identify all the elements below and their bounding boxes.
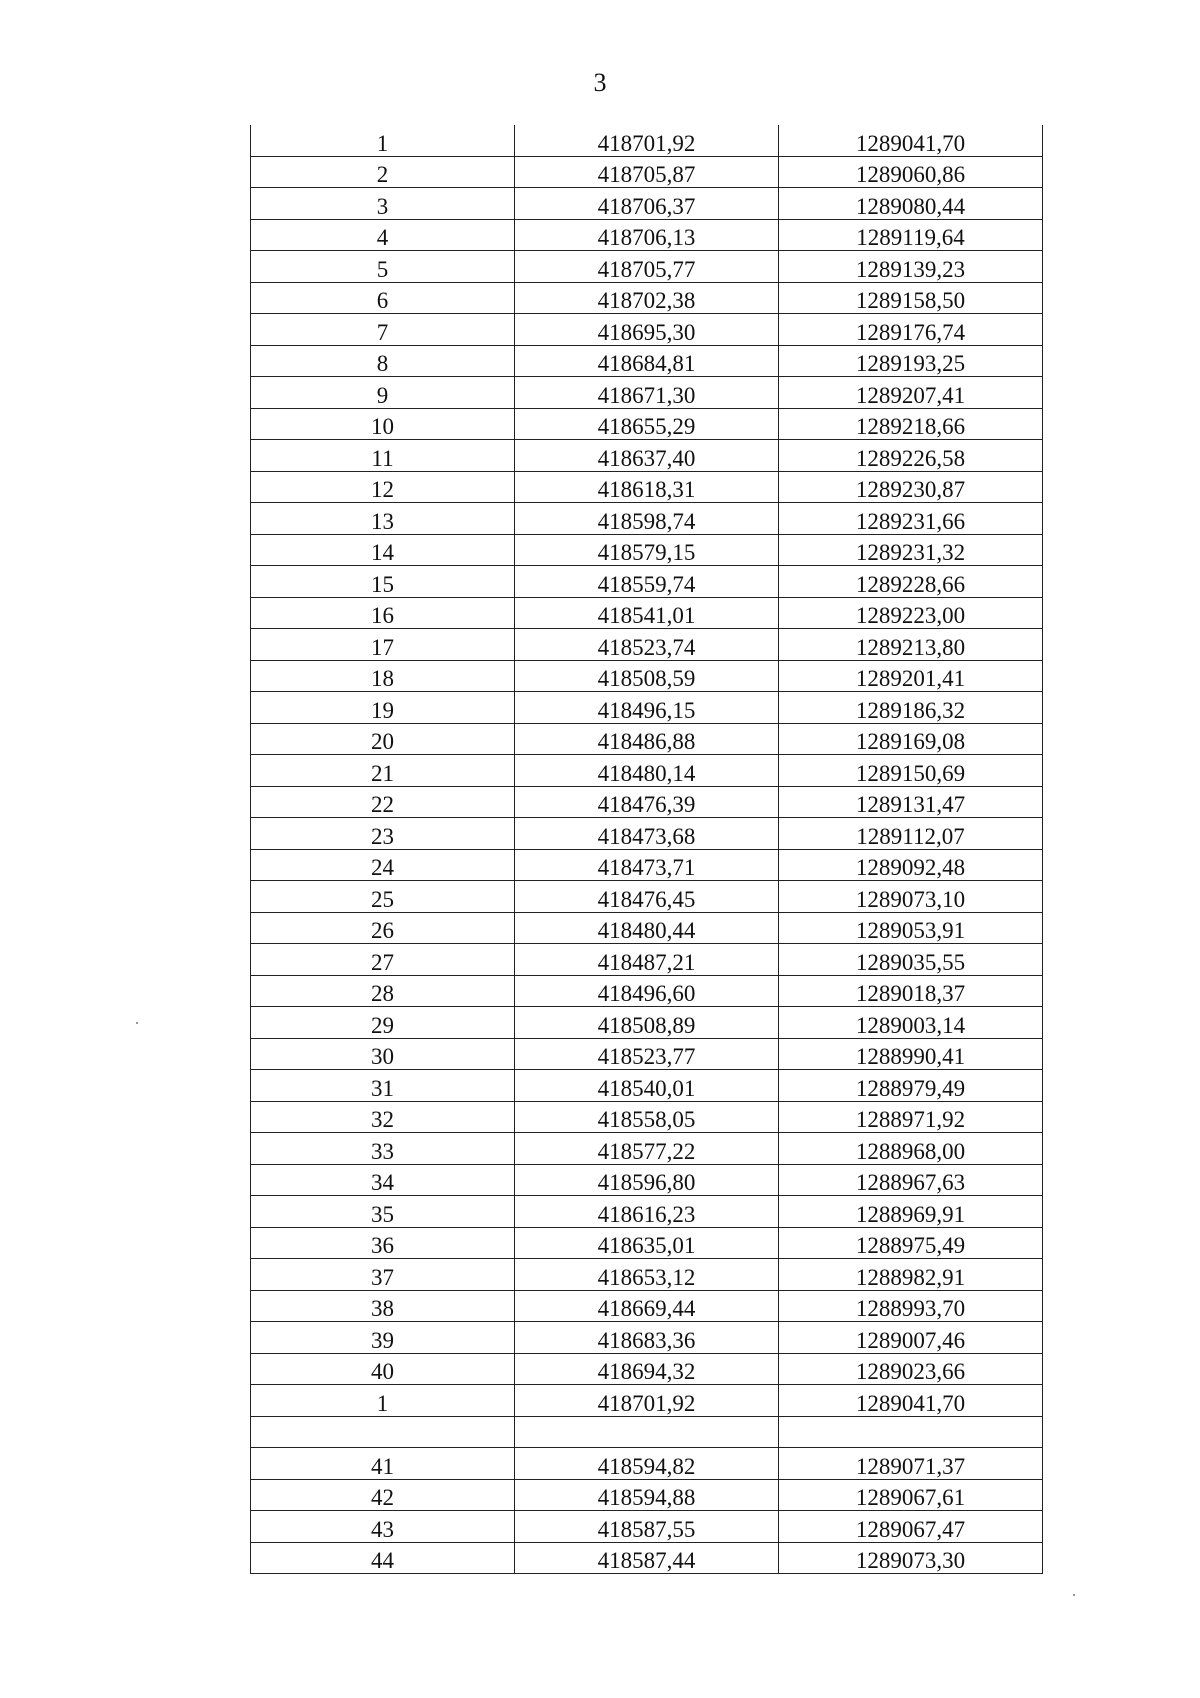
x-coordinate-cell: 418480,14 (515, 755, 779, 787)
point-number-cell: 25 (251, 881, 515, 913)
x-coordinate-cell: 418594,82 (515, 1448, 779, 1480)
table-row (251, 1101, 1043, 1133)
table-row (251, 1164, 1043, 1196)
table-row (251, 471, 1043, 503)
table-row (251, 251, 1043, 283)
table-row (251, 597, 1043, 629)
y-coordinate-cell: 1289169,08 (779, 723, 1043, 755)
point-number-cell: 32 (251, 1101, 515, 1133)
y-coordinate-cell: 1289139,23 (779, 251, 1043, 283)
x-coordinate-cell (515, 1416, 779, 1448)
x-coordinate-cell: 418637,40 (515, 440, 779, 472)
x-coordinate-cell: 418541,01 (515, 597, 779, 629)
y-coordinate-cell: 1289176,74 (779, 314, 1043, 346)
x-coordinate-cell: 418705,87 (515, 156, 779, 188)
x-coordinate-cell: 418487,21 (515, 944, 779, 976)
table-row (251, 1385, 1043, 1417)
y-coordinate-cell: 1289131,47 (779, 786, 1043, 818)
y-coordinate-cell: 1289053,91 (779, 912, 1043, 944)
table-row (251, 692, 1043, 724)
point-number-cell: 41 (251, 1448, 515, 1480)
table-row (251, 503, 1043, 535)
point-number-cell: 34 (251, 1164, 515, 1196)
y-coordinate-cell: 1288975,49 (779, 1227, 1043, 1259)
table-row (251, 1322, 1043, 1354)
point-number-cell: 38 (251, 1290, 515, 1322)
point-number-cell: 4 (251, 219, 515, 251)
table-row (251, 1007, 1043, 1039)
x-coordinate-cell: 418577,22 (515, 1133, 779, 1165)
x-coordinate-cell: 418669,44 (515, 1290, 779, 1322)
table-row (251, 629, 1043, 661)
point-number-cell: 16 (251, 597, 515, 629)
table-row (251, 282, 1043, 314)
y-coordinate-cell: 1289230,87 (779, 471, 1043, 503)
point-number-cell: 1 (251, 125, 515, 156)
x-coordinate-cell: 418596,80 (515, 1164, 779, 1196)
y-coordinate-cell (779, 1416, 1043, 1448)
x-coordinate-cell: 418587,55 (515, 1511, 779, 1543)
table-row (251, 944, 1043, 976)
x-coordinate-cell: 418496,60 (515, 975, 779, 1007)
point-number-cell: 6 (251, 282, 515, 314)
y-coordinate-cell: 1289041,70 (779, 1385, 1043, 1417)
point-number-cell: 19 (251, 692, 515, 724)
coordinates-table (250, 125, 1043, 1574)
table-row (251, 534, 1043, 566)
table-row (251, 219, 1043, 251)
x-coordinate-cell: 418653,12 (515, 1259, 779, 1291)
table-row (251, 1038, 1043, 1070)
point-number-cell: 21 (251, 755, 515, 787)
y-coordinate-cell: 1289193,25 (779, 345, 1043, 377)
x-coordinate-cell: 418694,32 (515, 1353, 779, 1385)
y-coordinate-cell: 1289023,66 (779, 1353, 1043, 1385)
y-coordinate-cell: 1288968,00 (779, 1133, 1043, 1165)
y-coordinate-cell: 1288971,92 (779, 1101, 1043, 1133)
x-coordinate-cell: 418594,88 (515, 1479, 779, 1511)
table-row (251, 755, 1043, 787)
y-coordinate-cell: 1289112,07 (779, 818, 1043, 850)
point-number-cell: 33 (251, 1133, 515, 1165)
point-number-cell: 27 (251, 944, 515, 976)
x-coordinate-cell: 418523,77 (515, 1038, 779, 1070)
point-number-cell: 2 (251, 156, 515, 188)
point-number-cell: 23 (251, 818, 515, 850)
x-coordinate-cell: 418473,68 (515, 818, 779, 850)
y-coordinate-cell: 1288993,70 (779, 1290, 1043, 1322)
point-number-cell: 28 (251, 975, 515, 1007)
x-coordinate-cell: 418598,74 (515, 503, 779, 535)
x-coordinate-cell: 418587,44 (515, 1542, 779, 1574)
table-row (251, 1542, 1043, 1574)
y-coordinate-cell: 1289071,37 (779, 1448, 1043, 1480)
x-coordinate-cell: 418706,13 (515, 219, 779, 251)
point-number-cell: 31 (251, 1070, 515, 1102)
table-row (251, 440, 1043, 472)
point-number-cell: 36 (251, 1227, 515, 1259)
y-coordinate-cell: 1289201,41 (779, 660, 1043, 692)
coordinates-table-body (251, 125, 1043, 1574)
x-coordinate-cell: 418705,77 (515, 251, 779, 283)
y-coordinate-cell: 1289228,66 (779, 566, 1043, 598)
table-row (251, 1290, 1043, 1322)
table-row (251, 1196, 1043, 1228)
scan-speck (136, 1022, 138, 1024)
y-coordinate-cell: 1289223,00 (779, 597, 1043, 629)
y-coordinate-cell: 1289018,37 (779, 975, 1043, 1007)
table-row (251, 1133, 1043, 1165)
y-coordinate-cell: 1289150,69 (779, 755, 1043, 787)
x-coordinate-cell: 418558,05 (515, 1101, 779, 1133)
y-coordinate-cell: 1288979,49 (779, 1070, 1043, 1102)
point-number-cell: 15 (251, 566, 515, 598)
y-coordinate-cell: 1289067,61 (779, 1479, 1043, 1511)
y-coordinate-cell: 1289092,48 (779, 849, 1043, 881)
y-coordinate-cell: 1289073,10 (779, 881, 1043, 913)
y-coordinate-cell: 1289158,50 (779, 282, 1043, 314)
point-number-cell: 30 (251, 1038, 515, 1070)
x-coordinate-cell: 418671,30 (515, 377, 779, 409)
table-row (251, 786, 1043, 818)
x-coordinate-cell: 418616,23 (515, 1196, 779, 1228)
table-row (251, 723, 1043, 755)
point-number-cell: 39 (251, 1322, 515, 1354)
y-coordinate-cell: 1289080,44 (779, 188, 1043, 220)
table-row (251, 1259, 1043, 1291)
table-row (251, 849, 1043, 881)
y-coordinate-cell: 1289007,46 (779, 1322, 1043, 1354)
y-coordinate-cell: 1289067,47 (779, 1511, 1043, 1543)
table-row (251, 818, 1043, 850)
point-number-cell: 22 (251, 786, 515, 818)
y-coordinate-cell: 1289218,66 (779, 408, 1043, 440)
x-coordinate-cell: 418635,01 (515, 1227, 779, 1259)
scan-speck (1073, 1594, 1075, 1596)
point-number-cell: 35 (251, 1196, 515, 1228)
table-row (251, 1511, 1043, 1543)
point-number-cell: 3 (251, 188, 515, 220)
x-coordinate-cell: 418701,92 (515, 125, 779, 156)
point-number-cell: 44 (251, 1542, 515, 1574)
point-number-cell (251, 1416, 515, 1448)
x-coordinate-cell: 418476,39 (515, 786, 779, 818)
table-row (251, 1448, 1043, 1480)
point-number-cell: 29 (251, 1007, 515, 1039)
y-coordinate-cell: 1289119,64 (779, 219, 1043, 251)
x-coordinate-cell: 418695,30 (515, 314, 779, 346)
x-coordinate-cell: 418579,15 (515, 534, 779, 566)
table-row (251, 408, 1043, 440)
y-coordinate-cell: 1289231,32 (779, 534, 1043, 566)
point-number-cell: 17 (251, 629, 515, 661)
y-coordinate-cell: 1289207,41 (779, 377, 1043, 409)
table-row (251, 377, 1043, 409)
point-number-cell: 40 (251, 1353, 515, 1385)
point-number-cell: 13 (251, 503, 515, 535)
x-coordinate-cell: 418473,71 (515, 849, 779, 881)
point-number-cell: 26 (251, 912, 515, 944)
y-coordinate-cell: 1288969,91 (779, 1196, 1043, 1228)
point-number-cell: 12 (251, 471, 515, 503)
point-number-cell: 10 (251, 408, 515, 440)
point-number-cell: 42 (251, 1479, 515, 1511)
table-row (251, 188, 1043, 220)
x-coordinate-cell: 418480,44 (515, 912, 779, 944)
point-number-cell: 43 (251, 1511, 515, 1543)
y-coordinate-cell: 1289003,14 (779, 1007, 1043, 1039)
y-coordinate-cell: 1288990,41 (779, 1038, 1043, 1070)
table-row (251, 125, 1043, 156)
y-coordinate-cell: 1289226,58 (779, 440, 1043, 472)
y-coordinate-cell: 1289041,70 (779, 125, 1043, 156)
point-number-cell: 8 (251, 345, 515, 377)
y-coordinate-cell: 1289186,32 (779, 692, 1043, 724)
x-coordinate-cell: 418684,81 (515, 345, 779, 377)
x-coordinate-cell: 418486,88 (515, 723, 779, 755)
point-number-cell: 7 (251, 314, 515, 346)
x-coordinate-cell: 418496,15 (515, 692, 779, 724)
point-number-cell: 5 (251, 251, 515, 283)
table-row (251, 566, 1043, 598)
x-coordinate-cell: 418523,74 (515, 629, 779, 661)
table-row (251, 1070, 1043, 1102)
x-coordinate-cell: 418706,37 (515, 188, 779, 220)
table-row (251, 156, 1043, 188)
table-row (251, 1416, 1043, 1448)
table-row (251, 1353, 1043, 1385)
x-coordinate-cell: 418618,31 (515, 471, 779, 503)
x-coordinate-cell: 418702,38 (515, 282, 779, 314)
x-coordinate-cell: 418683,36 (515, 1322, 779, 1354)
x-coordinate-cell: 418559,74 (515, 566, 779, 598)
x-coordinate-cell: 418701,92 (515, 1385, 779, 1417)
point-number-cell: 37 (251, 1259, 515, 1291)
point-number-cell: 1 (251, 1385, 515, 1417)
y-coordinate-cell: 1289060,86 (779, 156, 1043, 188)
x-coordinate-cell: 418508,59 (515, 660, 779, 692)
y-coordinate-cell: 1288967,63 (779, 1164, 1043, 1196)
y-coordinate-cell: 1289073,30 (779, 1542, 1043, 1574)
point-number-cell: 24 (251, 849, 515, 881)
y-coordinate-cell: 1289213,80 (779, 629, 1043, 661)
table-row (251, 1479, 1043, 1511)
table-row (251, 912, 1043, 944)
table-row (251, 345, 1043, 377)
y-coordinate-cell: 1289231,66 (779, 503, 1043, 535)
table-row (251, 975, 1043, 1007)
table-row (251, 314, 1043, 346)
page-number: 3 (593, 68, 607, 97)
x-coordinate-cell: 418476,45 (515, 881, 779, 913)
point-number-cell: 11 (251, 440, 515, 472)
x-coordinate-cell: 418508,89 (515, 1007, 779, 1039)
x-coordinate-cell: 418655,29 (515, 408, 779, 440)
table-row (251, 881, 1043, 913)
point-number-cell: 18 (251, 660, 515, 692)
point-number-cell: 9 (251, 377, 515, 409)
point-number-cell: 14 (251, 534, 515, 566)
table-row (251, 660, 1043, 692)
y-coordinate-cell: 1288982,91 (779, 1259, 1043, 1291)
point-number-cell: 20 (251, 723, 515, 755)
y-coordinate-cell: 1289035,55 (779, 944, 1043, 976)
x-coordinate-cell: 418540,01 (515, 1070, 779, 1102)
table-row (251, 1227, 1043, 1259)
